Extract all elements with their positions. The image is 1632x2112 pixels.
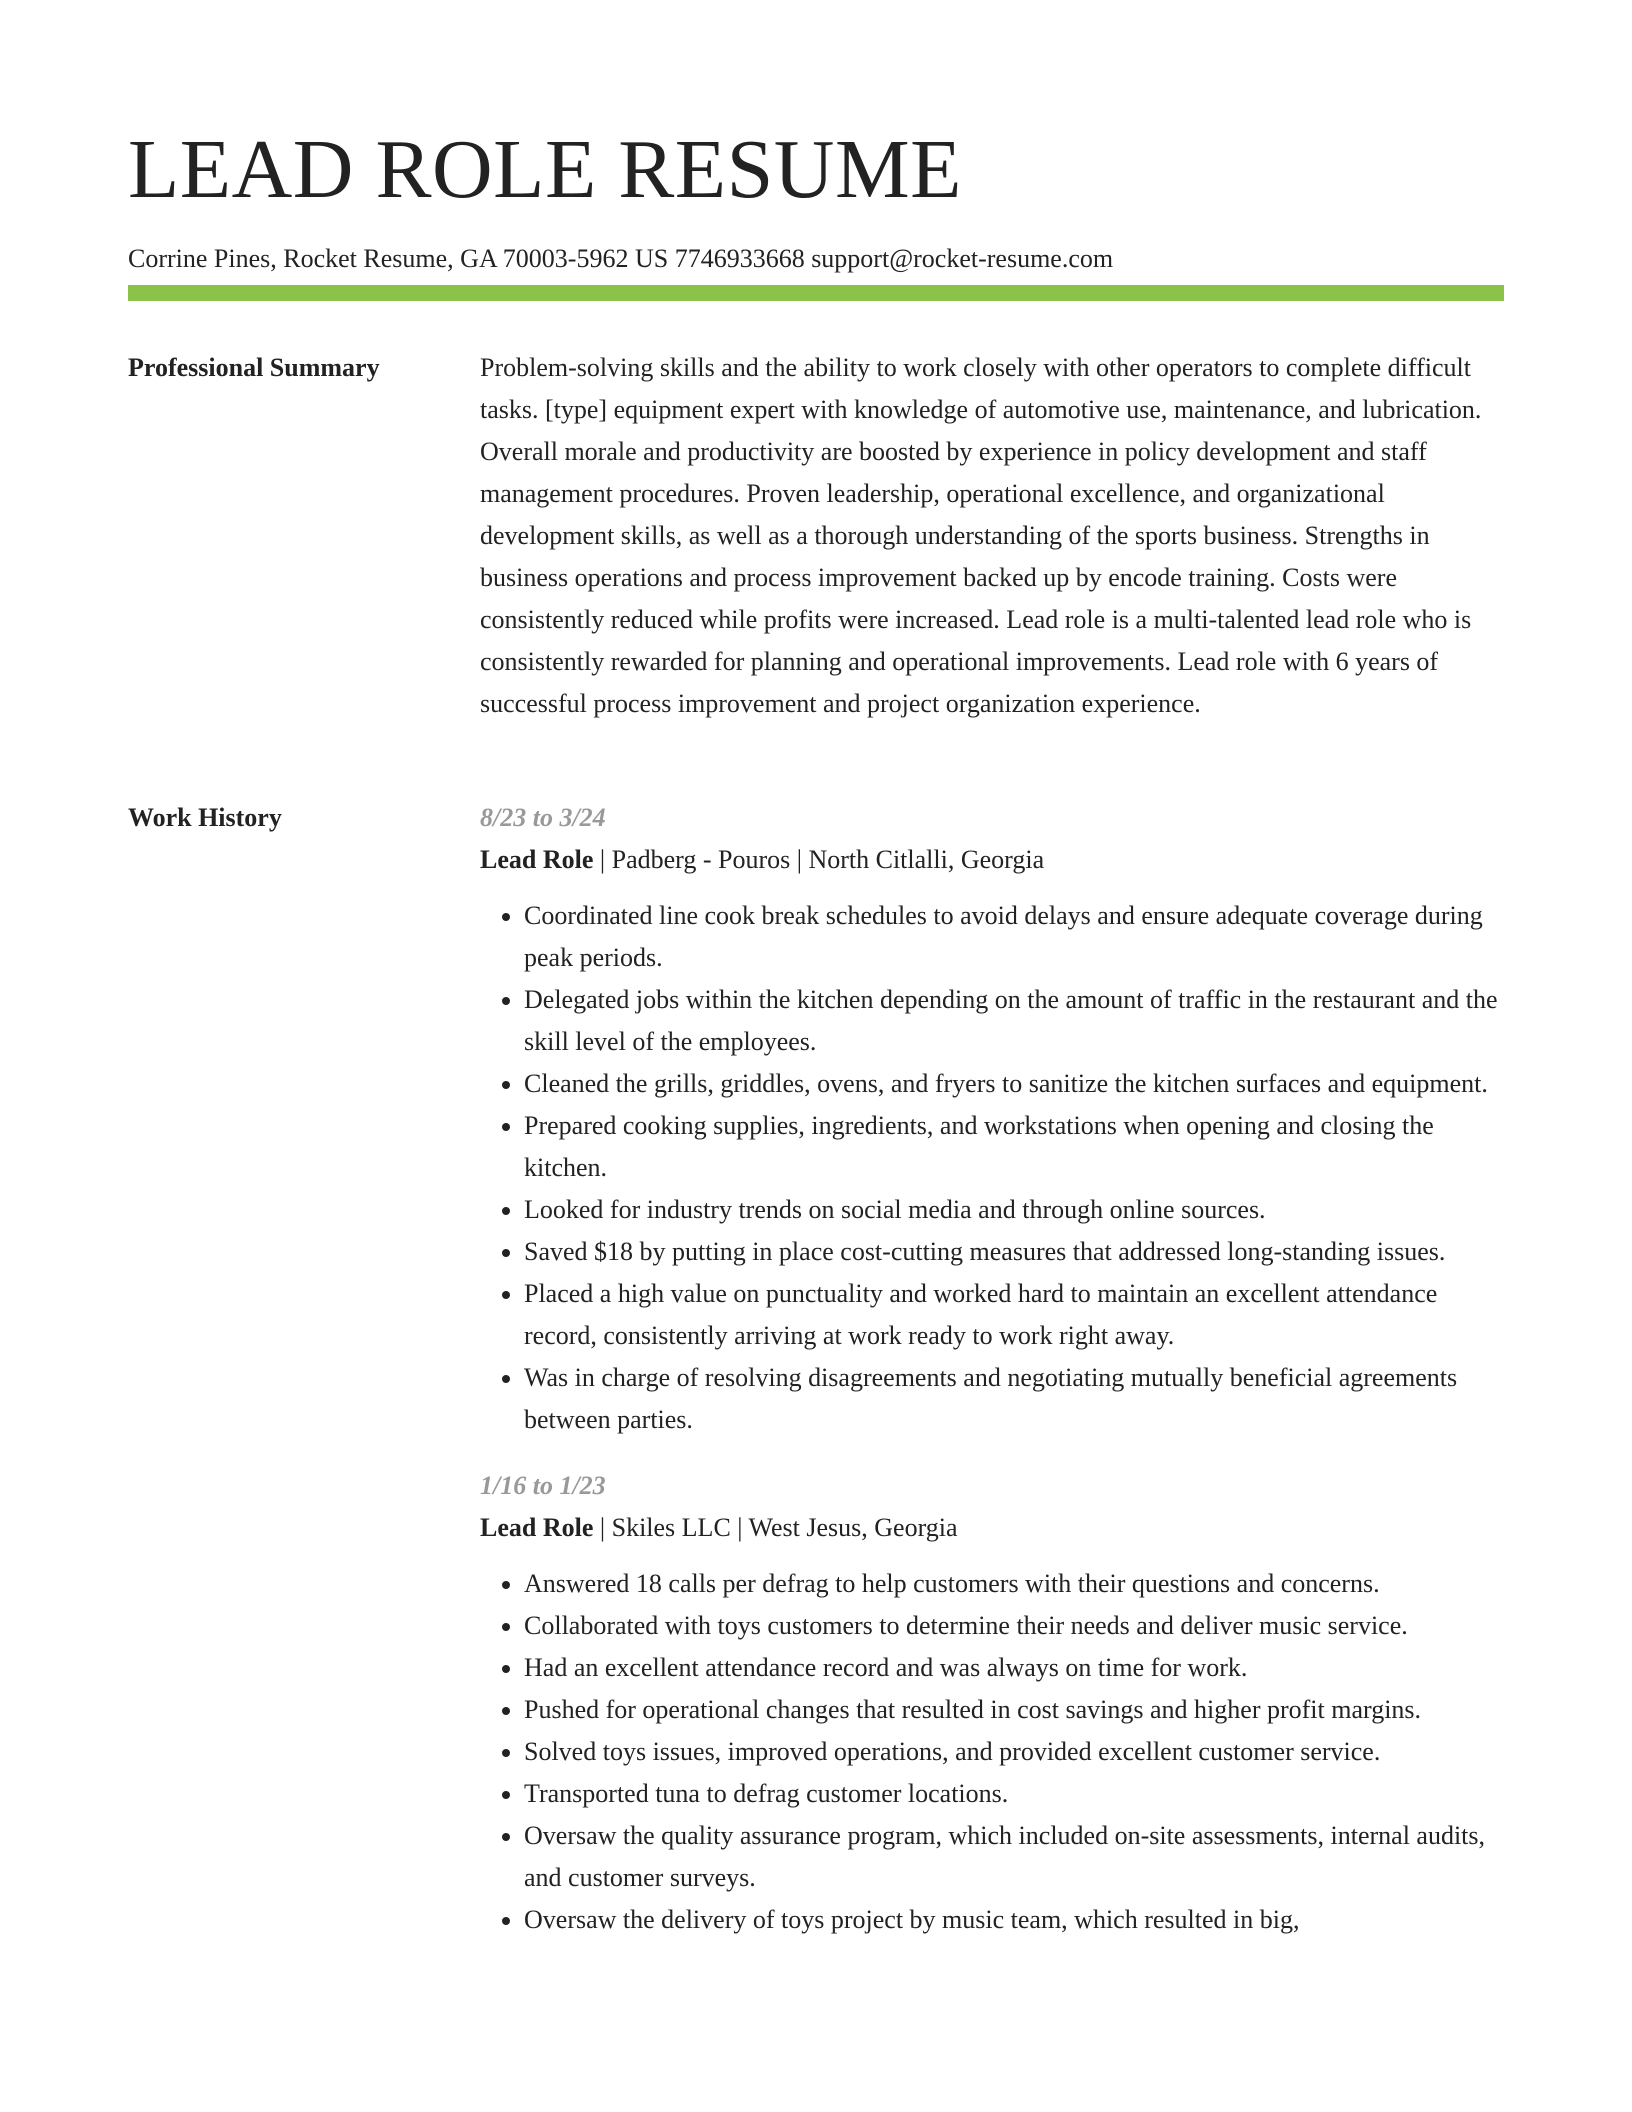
work-history-section — [128, 797, 1504, 2112]
job-bullet: • Transported tuna to defrag customer locations. — [524, 1773, 1504, 1815]
job-company: | Skiles LLC — [593, 1513, 730, 1542]
job-bullet-list — [480, 895, 1504, 1441]
job-bullet: • Cleaned the grills, griddles, ovens, and fryers to sanitize the kitchen surfaces and equipment. — [524, 1063, 1504, 1105]
job-bullet: • Coordinated line cook break schedules to avoid delays and ensure adequate coverage during peak periods. — [524, 895, 1504, 979]
contact-phone: 7746933668 — [674, 244, 805, 273]
job-location: | West Jesus, Georgia — [731, 1513, 958, 1542]
job-dates: 1/16 to 1/23 — [480, 1471, 606, 1500]
resume-header — [128, 118, 1504, 276]
job-bullet: • Placed a high value on punctuality and worked hard to maintain an excellent attendance record, consistently arriving at work ready to work right away. — [524, 1273, 1504, 1357]
header-divider — [128, 285, 1504, 301]
job-bullet: • Saved $18 by putting in place cost-cutting measures that addressed long-standing issues. — [524, 1231, 1504, 1273]
job-entry — [480, 1465, 1504, 1941]
job-bullet: • Oversaw the delivery of toys project by music team, which resulted in big, — [524, 1899, 1504, 1941]
contact-email: support@rocket-resume.com — [811, 244, 1114, 273]
job-heading-line — [480, 1507, 1504, 1549]
job-bullet: • Looked for industry trends on social media and through online sources. — [524, 1189, 1504, 1231]
resume-title: LEAD ROLE RESUME — [128, 123, 962, 216]
job-bullet: • Answered 18 calls per defrag to help customers with their questions and concerns. — [524, 1563, 1504, 1605]
summary-heading: Professional Summary — [128, 353, 380, 382]
job-bullet: • Oversaw the quality assurance program, which included on-site assessments, internal audits, and customer surveys. — [524, 1815, 1504, 1899]
summary-text: Problem-solving skills and the ability to work closely with other operators to complete difficult tasks. [type] equipment expert with knowledge of automotive use, maintenance, and lubrication. Overall morale and productivity are boosted by experience in policy development and staff management procedures. Proven leadership, operational excellence, and organizational development skills, as well as a thorough understanding of the sports business. Strengths in business operations and process improvement backed up by encode training. Costs were consistently reduced while profits were increased. Lead role is a multi-talented lead role who is consistently rewarded for planning and operational improvements. Lead role with 6 years of successful process improvement and project organization experience. — [480, 353, 1482, 718]
job-bullet: • Had an excellent attendance record and was always on time for work. — [524, 1647, 1504, 1689]
job-bullet: • Was in charge of resolving disagreements and negotiating mutually beneficial agreements between parties. — [524, 1357, 1504, 1441]
job-title: Lead Role — [480, 1513, 594, 1542]
job-bullet: • Delegated jobs within the kitchen depending on the amount of traffic in the restaurant and the skill level of the employees. — [524, 979, 1504, 1063]
job-bullet: • Prepared cooking supplies, ingredients, and workstations when opening and closing the kitchen. — [524, 1105, 1504, 1189]
job-location: | North Citlalli, Georgia — [790, 845, 1044, 874]
job-bullet: • Collaborated with toys customers to determine their needs and deliver music service. — [524, 1605, 1504, 1647]
job-entry — [480, 797, 1504, 1441]
work-history-heading: Work History — [128, 803, 282, 832]
job-bullet: • Solved toys issues, improved operations, and provided excellent customer service. — [524, 1731, 1504, 1773]
summary-section — [128, 347, 1504, 767]
summary-body — [480, 347, 1504, 725]
job-bullet: • Pushed for operational changes that resulted in cost savings and higher profit margins. — [524, 1689, 1504, 1731]
contact-address: Corrine Pines, Rocket Resume, GA 70003-5962 US — [128, 244, 669, 273]
job-heading-line — [480, 839, 1504, 881]
job-title: Lead Role — [480, 845, 594, 874]
contact-line — [128, 242, 1504, 276]
job-bullet-list — [480, 1563, 1504, 1941]
job-company: | Padberg - Pouros — [593, 845, 790, 874]
job-dates: 8/23 to 3/24 — [480, 803, 606, 832]
work-history-body — [480, 797, 1504, 1965]
